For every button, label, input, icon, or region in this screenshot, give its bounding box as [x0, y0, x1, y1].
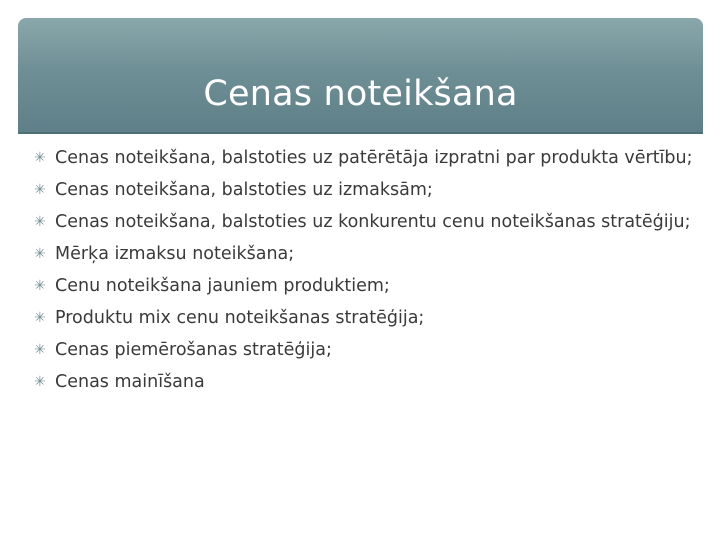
asterisk-icon: ✳ [34, 182, 46, 198]
asterisk-icon: ✳ [34, 246, 46, 262]
asterisk-icon: ✳ [34, 374, 46, 390]
title-bar [18, 18, 703, 134]
bullet-text: Cenas noteikšana, balstoties uz konkurentu cenu noteikšanas stratēģiju; [55, 212, 691, 232]
list-item [34, 274, 694, 299]
list-item [34, 242, 694, 267]
asterisk-icon: ✳ [34, 150, 46, 166]
slide-title: Cenas noteikšana [203, 74, 518, 114]
list-item [34, 370, 694, 395]
list-item [34, 210, 694, 235]
asterisk-icon: ✳ [34, 342, 46, 358]
bullet-list [34, 146, 694, 402]
bullet-text: Mērķa izmaksu noteikšana; [55, 244, 295, 264]
bullet-text: Produktu mix cenu noteikšanas stratēģija; [55, 308, 425, 328]
list-item [34, 306, 694, 331]
list-item [34, 146, 694, 171]
list-item [34, 178, 694, 203]
bullet-text: Cenas noteikšana, balstoties uz patērētāja izpratni par produkta vērtību; [55, 148, 693, 168]
list-item [34, 338, 694, 363]
asterisk-icon: ✳ [34, 214, 46, 230]
asterisk-icon: ✳ [34, 278, 46, 294]
bullet-text: Cenas noteikšana, balstoties uz izmaksām; [55, 180, 433, 200]
bullet-text: Cenu noteikšana jauniem produktiem; [55, 276, 390, 296]
bullet-text: Cenas piemērošanas stratēģija; [55, 340, 332, 360]
bullet-text: Cenas mainīšana [55, 372, 205, 392]
asterisk-icon: ✳ [34, 310, 46, 326]
